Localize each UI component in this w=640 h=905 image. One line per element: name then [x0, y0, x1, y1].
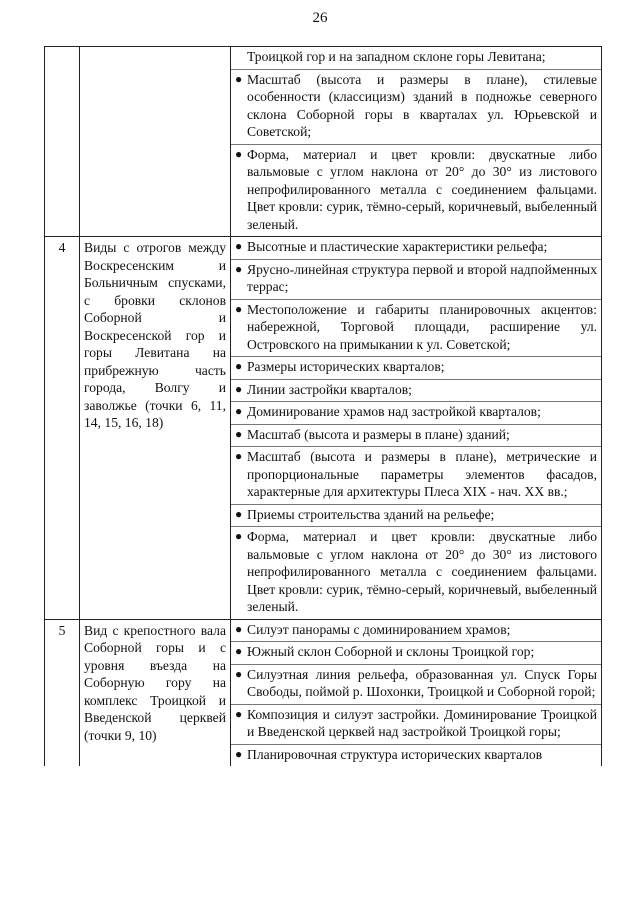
feature-item — [231, 745, 601, 767]
bullet-icon: ● — [235, 449, 243, 463]
feature-text: Ярусно-линейная структура первой и второй надпойменных террас; — [247, 261, 597, 294]
bullet-icon: ● — [235, 666, 243, 681]
feature-item — [231, 145, 601, 237]
feature-item — [231, 642, 601, 665]
features-list — [231, 620, 601, 767]
bullet-icon: ● — [235, 404, 243, 418]
bullet-icon: ● — [235, 644, 243, 658]
bullet-icon: ● — [235, 706, 243, 721]
feature-text: Местоположение и габариты планировочных акцентов: набережной, Торговой площади, расширение ул. Островского на примыкании к ул. Советской; — [247, 301, 597, 352]
bullet-icon: ● — [235, 146, 243, 161]
table-body — [45, 47, 602, 767]
feature-text: Масштаб (высота и размеры в плане) зданий; — [247, 426, 510, 442]
feature-item — [231, 70, 601, 145]
feature-text: Силуэт панорамы с доминированием храмов; — [247, 621, 511, 637]
view-description-cell: Вид с крепостного вала Соборной горы и с уровня въезда на Соборную гору на комплекс Троицкой и Введенской церквей (точки 9, 10) — [80, 619, 231, 766]
bullet-icon: ● — [235, 71, 243, 86]
feature-item — [231, 47, 601, 70]
features-cell — [231, 47, 602, 237]
feature-item — [231, 237, 601, 260]
feature-item — [231, 620, 601, 643]
feature-text: Высотные и пластические характеристики рельефа; — [247, 239, 548, 254]
feature-item — [231, 705, 601, 745]
feature-item — [231, 425, 601, 448]
table-row — [45, 237, 602, 620]
bullet-icon: ● — [235, 301, 243, 316]
bullet-icon: ● — [235, 529, 243, 543]
feature-text: Доминирование храмов над застройкой кварталов; — [247, 404, 541, 419]
feature-text: Планировочная структура исторических кварталов — [247, 746, 543, 762]
page-number: 26 — [312, 10, 328, 26]
row-number-cell: 5 — [45, 619, 80, 766]
bullet-icon: ● — [235, 506, 243, 521]
row-number-cell: 4 — [45, 237, 80, 620]
bullet-icon: ● — [235, 621, 243, 636]
feature-text: Троицкой гор и на западном склоне горы Левитана; — [247, 49, 546, 64]
feature-text: Южный склон Соборной и склоны Троицкой гор; — [247, 644, 535, 659]
feature-item — [231, 527, 601, 619]
feature-text: Форма, материал и цвет кровли: двускатные либо вальмовые с углом наклона от 20° до 30° из листового непрофилированного металла с соединением фальцами. Цвет кровли: сурик, тёмно-серый, коричневый, выбеленный зеленый. — [247, 529, 597, 614]
view-description-cell: Виды с отрогов между Воскресенским и Больничным спусками, с бровки склонов Соборной и Воскресенской гор и горы Левитана на прибрежную часть города, Волгу и заволжье (точки 6, 11, 14, 15, 16, 18) — [80, 237, 231, 620]
bullet-icon: ● — [235, 746, 243, 761]
feature-text: Размеры исторических кварталов; — [247, 359, 445, 374]
feature-item — [231, 357, 601, 380]
feature-item — [231, 505, 601, 528]
bullet-icon: ● — [235, 261, 243, 276]
feature-text: Линии застройки кварталов; — [247, 381, 412, 397]
bullet-icon: ● — [235, 239, 243, 253]
table-row — [45, 619, 602, 766]
bullet-icon: ● — [235, 359, 243, 373]
feature-item — [231, 447, 601, 505]
bullet-icon: ● — [235, 381, 243, 396]
feature-text: Масштаб (высота и размеры в плане), метрические и пропорциональные параметры элементов фасадов, характерные для архитектуры Плеса XIX - нач. XX вв.; — [247, 449, 597, 499]
view-description-cell — [80, 47, 231, 237]
features-cell — [231, 237, 602, 620]
table-row — [45, 47, 602, 237]
feature-item — [231, 380, 601, 403]
feature-text: Приемы строительства зданий на рельефе; — [247, 506, 495, 522]
requirements-table — [44, 46, 602, 766]
feature-item — [231, 300, 601, 358]
feature-text: Масштаб (высота и размеры в плане), стилевые особенности (классицизм) зданий в подножье северного склона Соборной горы в кварталах ул. Юрьевской и Советской; — [247, 71, 597, 139]
feature-text: Силуэтная линия рельефа, образованная ул. Спуск Горы Свободы, поймой р. Шохонки, Троицкой и Соборной горой; — [247, 666, 597, 699]
features-cell — [231, 619, 602, 766]
bullet-icon: ● — [235, 426, 243, 441]
features-list — [231, 47, 601, 236]
feature-item — [231, 260, 601, 300]
features-list — [231, 237, 601, 619]
feature-item — [231, 402, 601, 425]
feature-text: Композиция и силуэт застройки. Доминирование Троицкой и Введенской церквей над застройкой Троицкой горы; — [247, 706, 597, 739]
feature-text: Форма, материал и цвет кровли: двускатные либо вальмовые с углом наклона от 20° до 30° из листового непрофилированного металла с соединением фальцами. Цвет кровли: сурик, тёмно-серый, коричневый, выбеленный зеленый. — [247, 146, 597, 232]
row-number-cell — [45, 47, 80, 237]
feature-item — [231, 665, 601, 705]
